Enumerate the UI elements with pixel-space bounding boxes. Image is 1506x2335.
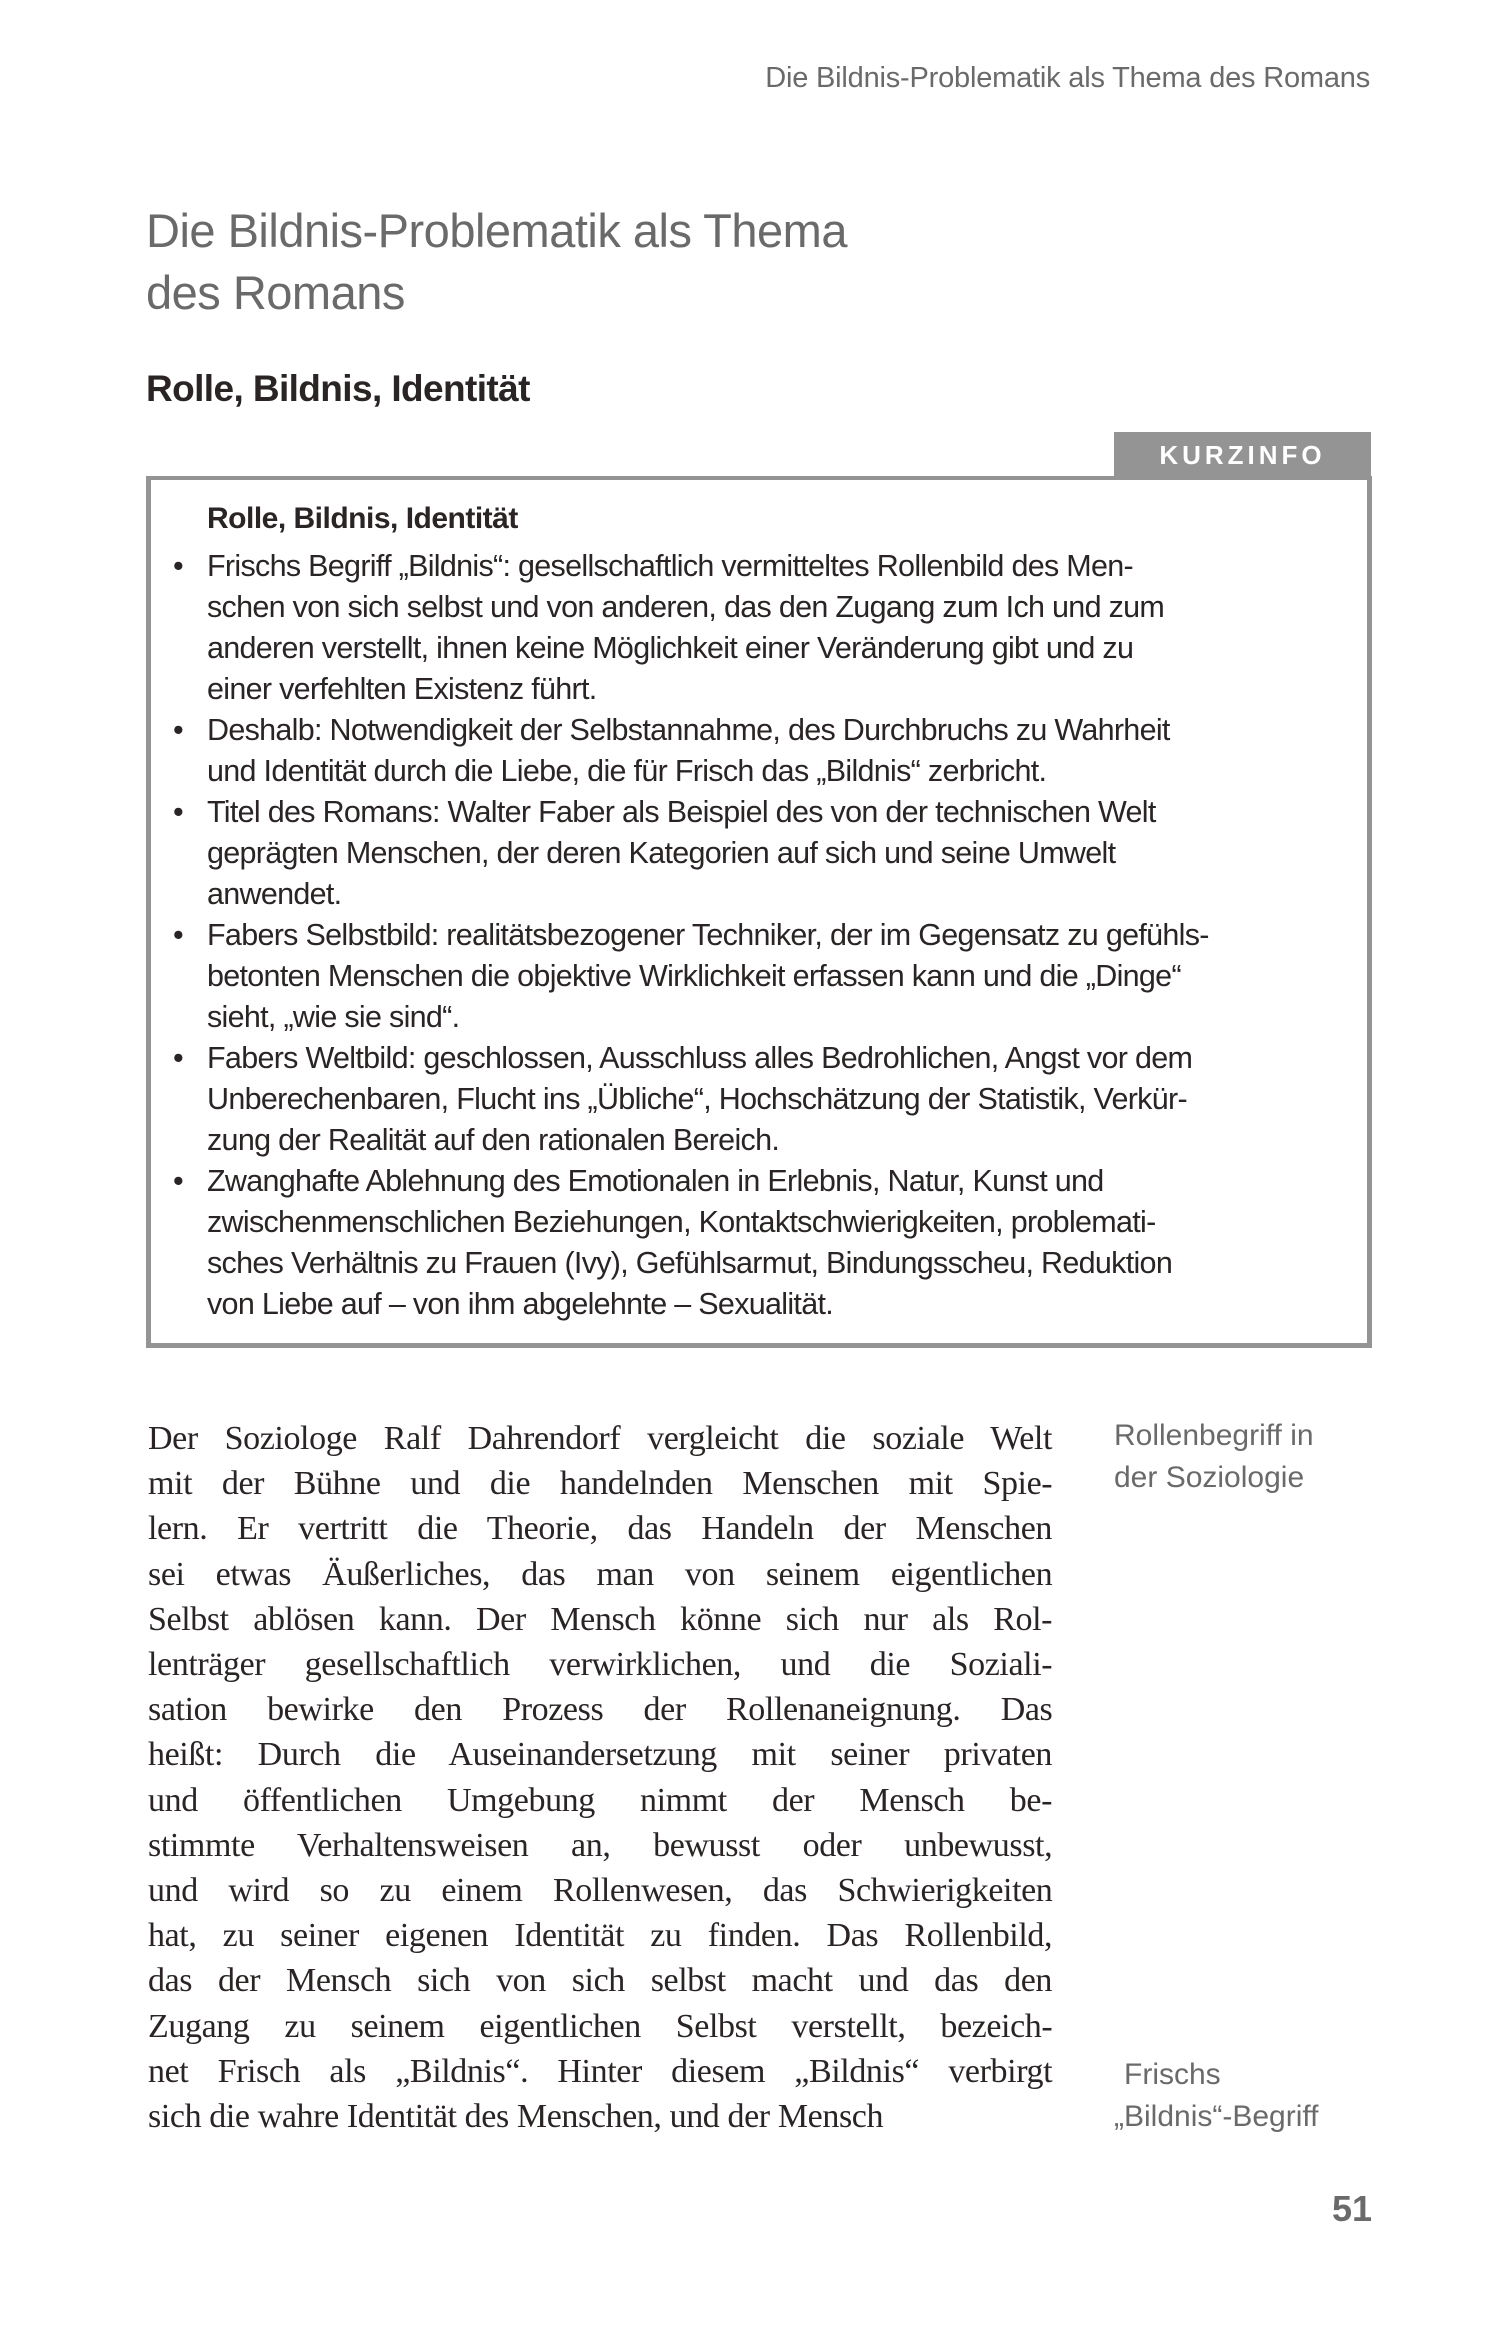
body-line: und wird so zu einem Rollenwesen, das Schwierigkeiten bbox=[148, 1872, 1053, 1910]
kurzinfo-tab: KURZINFO bbox=[1114, 432, 1371, 478]
bullet-icon: • bbox=[173, 1164, 183, 1198]
kurzinfo-item-line: schen von sich selbst und von anderen, das den Zugang zum Ich und zum bbox=[207, 590, 1165, 624]
kurzinfo-item-line: zwischenmenschlichen Beziehungen, Kontaktschwierigkeiten, problemati- bbox=[207, 1205, 1156, 1239]
bullet-icon: • bbox=[173, 795, 183, 829]
body-line: net Frisch als „Bildnis“. Hinter diesem „Bildnis“ verbirgt bbox=[148, 2052, 1053, 2090]
margin-note-line: Rollenbegriff in bbox=[1114, 1419, 1314, 1452]
body-line: lern. Er vertritt die Theorie, das Handeln der Menschen bbox=[148, 1510, 1052, 1548]
kurzinfo-item-line: Deshalb: Notwendigkeit der Selbstannahme, des Durchbruchs zu Wahrheit bbox=[207, 713, 1170, 747]
margin-note-line: der Soziologie bbox=[1114, 1461, 1305, 1494]
body-line: stimmte Verhaltensweisen an, bewusst oder unbewusst, bbox=[148, 1826, 1053, 1864]
kurzinfo-item-line: geprägten Menschen, der deren Kategorien auf sich und seine Umwelt bbox=[207, 836, 1116, 870]
kurzinfo-item bbox=[173, 1161, 1337, 1325]
section-title: Rolle, Bildnis, Identität bbox=[146, 368, 530, 409]
chapter-title-line-1: Die Bildnis-Problematik als Thema bbox=[146, 204, 847, 257]
kurzinfo-item-line: Unberechenbaren, Flucht ins „Übliche“, Hochschätzung der Statistik, Verkür- bbox=[207, 1082, 1187, 1116]
kurzinfo-list bbox=[173, 546, 1337, 1325]
body-line: Zugang zu seinem eigentlichen Selbst verstellt, bezeich- bbox=[148, 2007, 1053, 2045]
bullet-icon: • bbox=[173, 918, 183, 952]
kurzinfo-box bbox=[146, 476, 1372, 1348]
kurzinfo-item-line: Fabers Weltbild: geschlossen, Ausschluss alles Bedrohlichen, Angst vor dem bbox=[207, 1041, 1193, 1075]
bullet-icon: • bbox=[173, 713, 183, 747]
body-line: Der Soziologe Ralf Dahrendorf vergleicht die soziale Welt bbox=[148, 1420, 1052, 1457]
kurzinfo-item-line: Frischs Begriff „Bildnis“: gesellschaftlich vermitteltes Rollenbild des Men- bbox=[207, 549, 1133, 583]
kurzinfo-item-line: von Liebe auf – von ihm abgelehnte – Sexualität. bbox=[207, 1287, 834, 1321]
kurzinfo-item-line: anwendet. bbox=[207, 877, 342, 911]
kurzinfo-item-line: einer verfehlten Existenz führt. bbox=[207, 672, 597, 706]
kurzinfo-item-line: anderen verstellt, ihnen keine Möglichkeit einer Veränderung gibt und zu bbox=[207, 631, 1134, 665]
margin-note-rollenbegriff bbox=[1114, 1415, 1314, 1499]
page-number: 51 bbox=[1331, 2188, 1372, 2229]
body-line: sich die wahre Identität des Menschen, und der Mensch bbox=[148, 2098, 884, 2136]
bullet-icon: • bbox=[173, 549, 183, 583]
margin-note-line: „Bildnis“-Begriff bbox=[1114, 2100, 1319, 2133]
kurzinfo-item-line: Fabers Selbstbild: realitätsbezogener Techniker, der im Gegensatz zu gefühls- bbox=[207, 918, 1209, 952]
kurzinfo-item-line: Zwanghafte Ablehnung des Emotionalen in Erlebnis, Natur, Kunst und bbox=[207, 1164, 1104, 1198]
body-line: sei etwas Äußerliches, das man von seinem eigentlichen bbox=[148, 1555, 1053, 1593]
body-line: mit der Bühne und die handelnden Menschen mit Spie- bbox=[148, 1465, 1053, 1503]
body-line: und öffentlichen Umgebung nimmt der Mensch be- bbox=[148, 1781, 1052, 1819]
kurzinfo-item bbox=[173, 546, 1337, 710]
kurzinfo-item bbox=[173, 792, 1337, 915]
body-line: hat, zu seiner eigenen Identität zu finden. Das Rollenbild, bbox=[148, 1917, 1053, 1955]
body-line: lenträger gesellschaftlich verwirklichen, und die Soziali- bbox=[148, 1646, 1053, 1684]
chapter-title bbox=[146, 200, 1046, 324]
kurzinfo-item-line: betonten Menschen die objektive Wirklichkeit erfassen kann und die „Dinge“ bbox=[207, 959, 1181, 993]
kurzinfo-item-line: zung der Realität auf den rationalen Bereich. bbox=[207, 1123, 780, 1157]
kurzinfo-item bbox=[173, 1038, 1337, 1161]
bullet-icon: • bbox=[173, 1041, 183, 1075]
kurzinfo-item bbox=[173, 915, 1337, 1038]
body-line: das der Mensch sich von sich selbst macht und das den bbox=[148, 1962, 1052, 2000]
kurzinfo-item-line: und Identität durch die Liebe, die für Frisch das „Bildnis“ zerbricht. bbox=[207, 754, 1047, 788]
margin-note-line: Frischs bbox=[1124, 2058, 1221, 2091]
kurzinfo-item bbox=[173, 710, 1337, 792]
kurzinfo-title: Rolle, Bildnis, Identität bbox=[207, 502, 518, 535]
body-line: Selbst ablösen kann. Der Mensch könne sich nur als Rol- bbox=[148, 1600, 1053, 1638]
margin-note-bildnis-begriff bbox=[1114, 2054, 1319, 2138]
kurzinfo-item-line: sches Verhältnis zu Frauen (Ivy), Gefühlsarmut, Bindungsscheu, Reduktion bbox=[207, 1246, 1173, 1280]
body-line: sation bewirke den Prozess der Rollenaneignung. Das bbox=[148, 1691, 1053, 1729]
running-header: Die Bildnis-Problematik als Thema des Romans bbox=[765, 62, 1370, 94]
kurzinfo-item-line: sieht, „wie sie sind“. bbox=[207, 1000, 460, 1034]
kurzinfo-item-line: Titel des Romans: Walter Faber als Beispiel des von der technischen Welt bbox=[207, 795, 1156, 829]
chapter-title-line-2: des Romans bbox=[146, 266, 405, 319]
body-paragraph bbox=[148, 1416, 1052, 2139]
body-line: heißt: Durch die Auseinandersetzung mit seiner privaten bbox=[148, 1736, 1052, 1774]
